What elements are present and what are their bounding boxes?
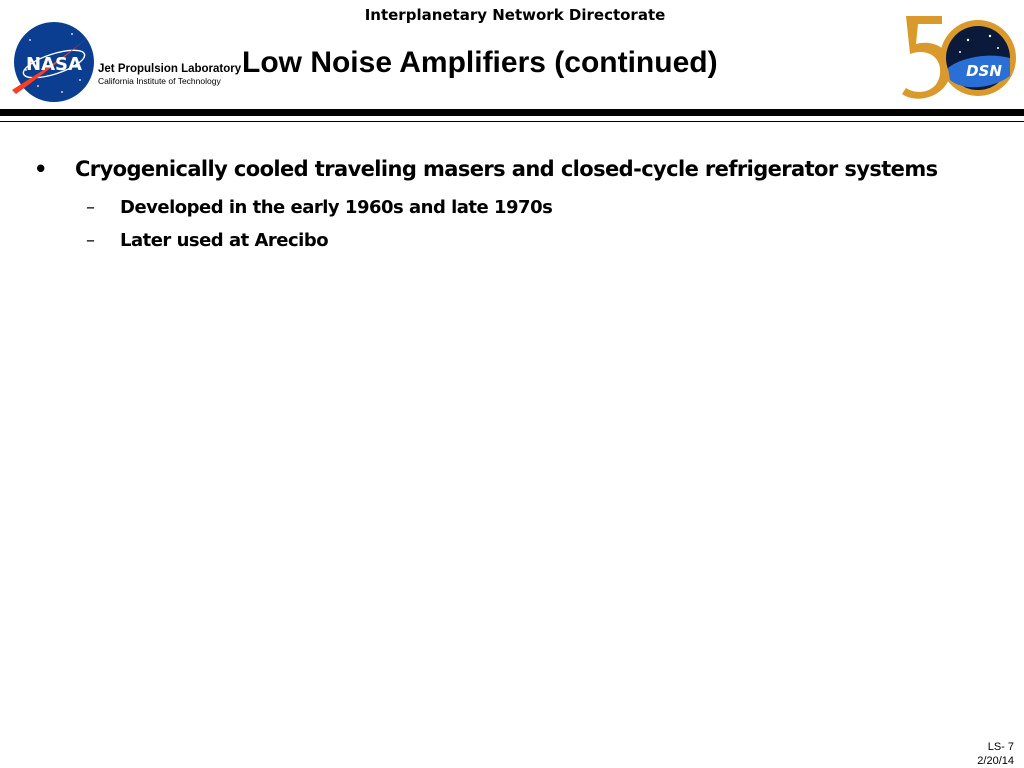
- page-title: Low Noise Amplifiers (continued): [242, 46, 718, 79]
- slide-footer: [977, 740, 1014, 768]
- bullet-marker: •: [34, 157, 47, 181]
- slide-date: 2/20/14: [977, 755, 1014, 767]
- subbullet-text: Developed in the early 1960s and late 1970s: [120, 197, 553, 218]
- subbullet-marker: –: [86, 230, 95, 251]
- dsn-50th-anniversary-logo: [898, 6, 1020, 106]
- header-divider-thin: [0, 121, 1024, 122]
- jpl-name: Jet Propulsion Laboratory: [98, 63, 242, 75]
- jpl-subtitle: California Institute of Technology: [98, 76, 221, 86]
- subbullet-marker: –: [86, 197, 95, 218]
- bullet-text: Cryogenically cooled traveling masers and closed-cycle refrigerator systems: [75, 157, 938, 181]
- jpl-logo: [98, 62, 241, 87]
- nasa-meatball-logo: [10, 20, 98, 104]
- directorate-header: Interplanetary Network Directorate: [364, 6, 666, 24]
- header-divider-thick: [0, 109, 1024, 116]
- svg-text:DSN: DSN: [966, 62, 1002, 80]
- slide-number: LS- 7: [987, 741, 1014, 753]
- nasa-logo-text: NASA: [26, 54, 82, 75]
- subbullet-text: Later used at Arecibo: [120, 230, 329, 251]
